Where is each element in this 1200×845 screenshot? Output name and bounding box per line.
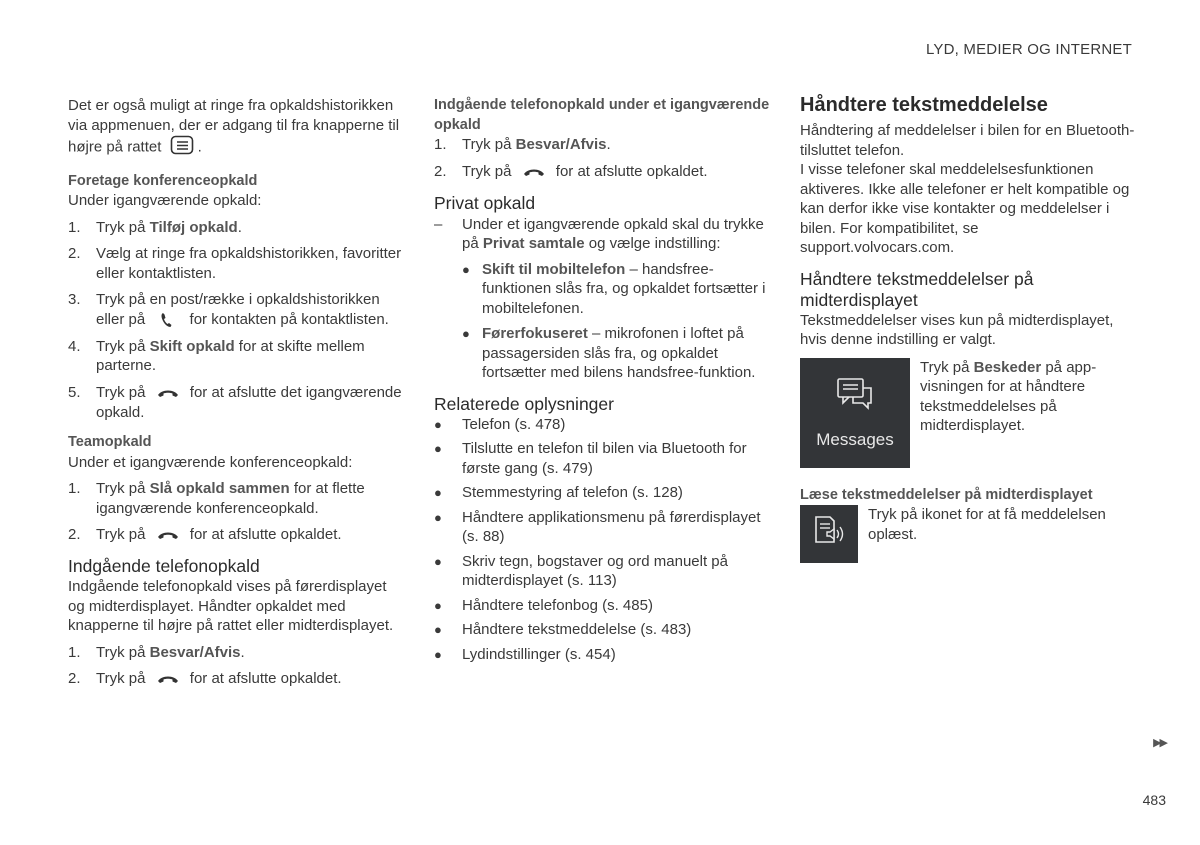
related-link[interactable]: ● Håndtere tekstmeddelelse (s. 483)	[434, 621, 692, 639]
during-step-2: 2. Tryk på for at afslutte opkaldet.	[434, 162, 770, 182]
messages-app-row	[800, 358, 1136, 468]
during-step-1: 1. Tryk på Besvar/Afvis.	[434, 136, 611, 153]
message-speaker-icon	[810, 512, 848, 556]
private-options-list	[462, 260, 770, 383]
related-link[interactable]: ● Håndtere telefonbog (s. 485)	[434, 596, 653, 614]
center-display-heading: Håndtere tekstmeddelelser på midterdisplayet	[800, 268, 1034, 310]
related-link[interactable]: ● Tilslutte en telefon til bilen via Bluetooth for første gang (s. 479)	[434, 440, 747, 477]
column-middle	[434, 96, 770, 664]
text-message-body: I visse telefoner skal meddelelsesfunktionen aktiveres. Ikke alle telefoner er helt kompatible og kan derfor ikke vise kontakter og meddelelser i bilen. For kompatibilitet, se support.volvocars.com.	[800, 161, 1130, 256]
conference-call-subtitle: Under igangværende opkald:	[68, 192, 262, 209]
messages-app-tile[interactable]	[800, 358, 910, 468]
read-aloud-text: Tryk på ikonet for at få meddelelsen oplæst.	[868, 506, 1106, 543]
team-call-heading: Teamopkald	[68, 434, 152, 451]
team-step-2: 2. Tryk på for at afslutte opkaldet.	[68, 525, 404, 545]
column-left	[68, 96, 404, 689]
center-display-text: Tekstmeddelelser vises kun på midterdisplayet, hvis denne indstilling er valgt.	[800, 311, 1114, 348]
messages-instruction: Tryk på Beskeder på app-visningen for at håndtere tekstmeddelelses på midterdisplayet.	[920, 358, 1097, 434]
related-link[interactable]: ● Håndtere applikationsmenu på førerdisplayet (s. 88)	[434, 508, 761, 546]
incoming-call-heading: Indgående telefonopkald	[68, 556, 260, 577]
team-call-subtitle: Under et igangværende konferenceopkald:	[68, 453, 353, 471]
conference-step-5: 5. Tryk på for at afslutte det igangværende opkald.	[68, 383, 402, 421]
team-step-1: 1. Tryk på Slå opkald sammen for at flette igangværende konferenceopkald.	[68, 480, 365, 517]
private-call-heading: Privat opkald	[434, 192, 536, 213]
related-link[interactable]: ● Lydindstillinger (s. 454)	[434, 645, 616, 663]
related-info-heading: Relaterede oplysninger	[434, 393, 614, 414]
text-message-lead: Håndtering af meddelelser i bilen for en Bluetooth-tilsluttet telefon.	[800, 122, 1135, 159]
phone-handset-icon	[153, 310, 181, 330]
related-link[interactable]: ● Stemmestyring af telefon (s. 128)	[434, 484, 683, 502]
end-call-icon	[520, 162, 548, 182]
end-call-icon	[154, 383, 182, 403]
option-driver-focused: ● Førerfokuseret – mikrofonen i loftet på passagersiden slås fra, og opkaldet fortsætter med bilens handsfree-funktion.	[462, 325, 756, 382]
conference-call-heading: Foretage konferenceopkald	[68, 172, 258, 189]
chat-bubbles-icon	[835, 376, 875, 418]
end-call-icon	[154, 525, 182, 545]
incoming-during-call-heading: Indgående telefonopkald under et igangværende opkald	[434, 97, 770, 133]
related-info-list	[434, 415, 770, 665]
messages-caption: Messages	[816, 429, 894, 449]
text-message-heading: Håndtere tekstmeddelelse	[800, 94, 1048, 116]
incoming-call-text: Indgående telefonopkald vises på førerdisplayet og midterdisplayet. Håndter opkaldet med knapperne til højre på rattet eller midterdisplayet.	[68, 578, 394, 635]
intro-paragraph: Det er også muligt at ringe fra opkaldshistorikken via appmenuen, der er adgang til fra knapperne til højre på rattet .	[68, 96, 404, 161]
read-messages-heading: Læse tekstmeddelelser på midterdisplayet	[800, 486, 1093, 503]
read-aloud-button[interactable]	[800, 505, 858, 563]
incoming-step-1: 1. Tryk på Besvar/Afvis.	[68, 643, 245, 661]
option-switch-to-mobile: ● Skift til mobiltelefon – handsfree-funktionen slås fra, og opkaldet fortsætter i mobiltelefonen.	[462, 260, 766, 317]
related-link[interactable]: ● Skriv tegn, bogstaver og ord manuelt på midterdisplayet (s. 113)	[434, 552, 728, 590]
double-arrow-icon: ▶▶	[1153, 737, 1166, 749]
conference-step-1: 1. Tryk på Tilføj opkald.	[68, 218, 242, 236]
incoming-step-2: 2. Tryk på for at afslutte opkaldet.	[68, 669, 404, 689]
column-right	[800, 96, 1136, 563]
conference-step-4: 4. Tryk på Skift opkald for at skifte mellem parterne.	[68, 337, 365, 375]
conference-step-2: 2. Vælg at ringe fra opkaldshistorikken, favoritter eller kontaktlisten.	[68, 245, 402, 282]
end-call-icon	[154, 669, 182, 689]
private-call-instruction: – Under et igangværende opkald skal du trykke på Privat samtale og vælge indstilling: ● Skift til mobiltelefon – handsfree-funktionen slås fra, og opkaldet fortsætter i mobiltelefonen. ● Førerfokuseret – mikrofonen i loftet på passagersiden slås fra, og opkaldet fortsætter med bilens handsfree-funktion.	[434, 215, 770, 383]
conference-step-3: 3. Tryk på en post/række i opkaldshistorikken eller på for kontakten på kontaktlisten.	[68, 290, 404, 330]
read-aloud-row	[800, 505, 1136, 563]
page-header: LYD, MEDIER OG INTERNET	[925, 41, 1132, 58]
page-number: 483	[1142, 792, 1166, 808]
menu-list-icon	[170, 135, 194, 161]
related-link[interactable]: ● Telefon (s. 478)	[434, 415, 566, 433]
